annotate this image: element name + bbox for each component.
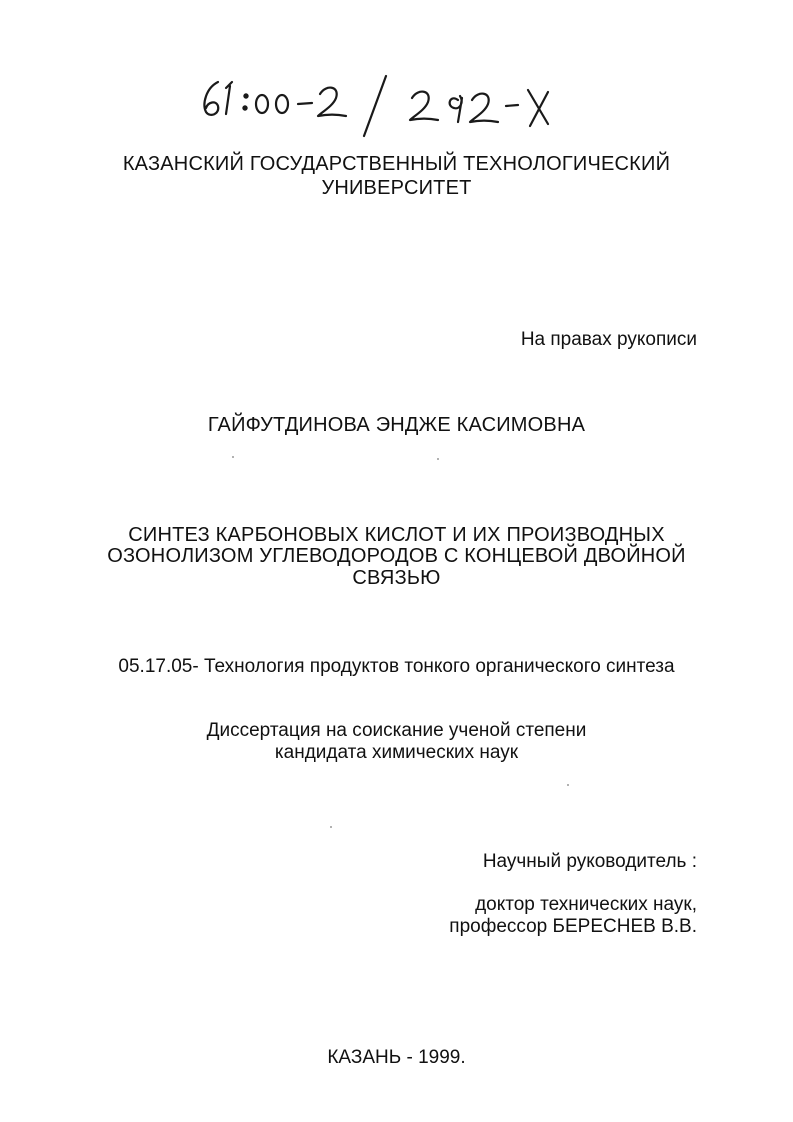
- university-name-line1: КАЗАНСКИЙ ГОСУДАРСТВЕННЫЙ ТЕХНОЛОГИЧЕСКИЙ: [122, 153, 671, 175]
- degree-line1: Диссертация на соискание ученой степени: [206, 720, 587, 741]
- university-name-line2: УНИВЕРСИТЕТ: [321, 177, 472, 199]
- thesis-title-line3: СВЯЗЬЮ: [352, 567, 441, 589]
- scan-speck: [567, 784, 569, 786]
- scan-speck: [330, 826, 332, 828]
- manuscript-note: На правах рукописи: [520, 329, 697, 350]
- scan-speck: [232, 456, 234, 458]
- specialty-code: 05.17.05- Технология продуктов тонкого органического синтеза: [118, 656, 675, 677]
- degree-line2: кандидата химических наук: [274, 742, 519, 763]
- author-name: ГАЙФУТДИНОВА ЭНДЖЕ КАСИМОВНА: [207, 414, 586, 436]
- thesis-title-line2: ОЗОНОЛИЗОМ УГЛЕВОДОРОДОВ С КОНЦЕВОЙ ДВОЙНОЙ: [107, 545, 686, 567]
- city-year: КАЗАНЬ - 1999.: [327, 1047, 466, 1068]
- handwritten-call-number: [196, 70, 566, 140]
- scan-speck: [437, 458, 439, 460]
- supervisor-degree: доктор технических наук,: [475, 894, 697, 915]
- thesis-title-line1: СИНТЕЗ КАРБОНОВЫХ КИСЛОТ И ИХ ПРОИЗВОДНЫХ: [128, 524, 665, 546]
- supervisor-label: Научный руководитель :: [482, 851, 697, 872]
- supervisor-name: профессор БЕРЕСНЕВ В.В.: [449, 916, 697, 937]
